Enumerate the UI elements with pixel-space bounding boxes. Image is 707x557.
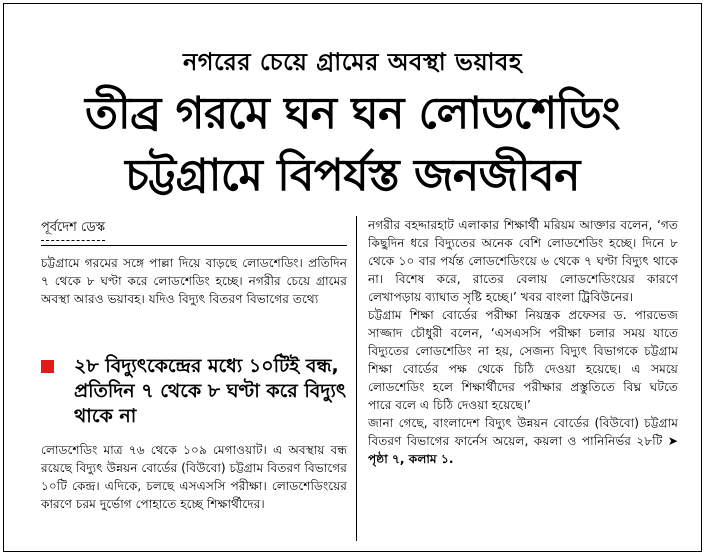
lede-paragraph: চট্টগ্রামে গরমের সঙ্গে পাল্লা দিয়ে বাড়ছে লোডশেডিং। প্রতিদিন ৭ থেকে ৮ ঘণ্টা করে লোডশেডিং হচ্ছে। নগরীর চেয়ে গ্রামের অবস্থা আরও ভয়াবহ। যদিও বিদ্যুৎ বিতরণ বিভাগের তথ্যে <box>41 256 347 306</box>
headline-line-2: চট্টগ্রামে বিপর্যস্ত জনজীবন <box>125 150 580 201</box>
callout-text: ২৮ বিদ্যুৎকেন্দ্রের মধ্যে ১০টিই বন্ধ, প্রতিদিন ৭ থেকে ৮ ঘণ্টা করে বিদ্যুৎ থাকে না <box>74 355 346 427</box>
right-paragraph-2: চট্টগ্রাম শিক্ষা বোর্ডের পরীক্ষা নিয়ন্ত্রক প্রফেসর ড. পারভেজ সাজ্জাদ চৌধুরী বলেন, ‘এসএসসি পরীক্ষা চলার সময় যাতে বিদ্যুতের লোডশেডিং না হয়, সেজন্য বিদ্যুৎ বিভাগকে চট্টগ্রাম শিক্ষা বোর্ডের পক্ষ থেকে চিঠি দেওয়া হয়েছে। এ সময়ে লোডশেডিং হলে শিক্ষার্থীদের পরীক্ষার প্রস্তুতিতে বিঘ্ন ঘটতে পারে বলে এ চিঠি দেওয়া হয়েছে।’ <box>368 308 678 412</box>
column-divider <box>356 216 357 541</box>
byline: পূর্বদেশ ডেস্ক <box>41 219 105 241</box>
callout <box>41 354 347 429</box>
left-body-paragraph: লোডশেডিং মাত্র ৭৬ থেকে ১০৯ মেগাওয়াট। এ অবস্থায় বন্ধ রয়েছে বিদ্যুৎ উন্নয়ন বোর্ডের (বিউবো) চট্টগ্রাম বিতরণ বিভাগের ১০টি কেন্দ্র। এদিকে, চলছে এসএসসি পরীক্ষা। লোডশেডিংয়ের কারণে চরম দুর্ভোগ পোহাতে হচ্ছে শিক্ষার্থীদের। <box>41 443 347 511</box>
red-square-icon <box>41 360 54 373</box>
continued-on-page: ➤ পৃষ্ঠা ৭, কলাম ১. <box>368 434 678 466</box>
right-column <box>368 216 678 534</box>
news-clipping <box>3 3 702 552</box>
right-paragraph-3 <box>368 414 678 468</box>
left-column <box>41 216 347 513</box>
right-paragraph-1: নগরীর বহদ্দারহাট এলাকার শিক্ষার্থী মরিয়ম আক্তার বলেন, ‘গত কিছুদিন ধরে বিদ্যুতের অনেক বেশি লোডশেডিং হচ্ছে। দিনে ৮ থেকে ১০ বার পর্যন্ত লোডশেডিংয়ে ৬ থেকে ৭ ঘণ্টা বিদ্যুৎ থাকে না। বিশেষ করে, রাতের বেলায় লোডশেডিংয়ের কারণে লেখাপড়ায় ব্যাঘাত সৃষ্টি হচ্ছে।’ খবর বাংলা ট্রিবিউনের। <box>368 218 678 304</box>
kicker: নগরের চেয়ে গ্রামের অবস্থা ভয়াবহ <box>182 48 523 76</box>
byline-rule <box>41 245 347 246</box>
right-paragraph-3-text: জানা গেছে, বাংলাদেশ বিদ্যুৎ উন্নয়ন বোর্ডের (বিউবো) চট্টগ্রাম বিতরণ বিভাগের ফার্নেস অয়েল, কয়লা ও পানিনির্ভর ২৮টি <box>368 416 678 448</box>
headline-line-1: তীব্র গরমে ঘন ঘন লোডশেডিং <box>84 88 621 139</box>
